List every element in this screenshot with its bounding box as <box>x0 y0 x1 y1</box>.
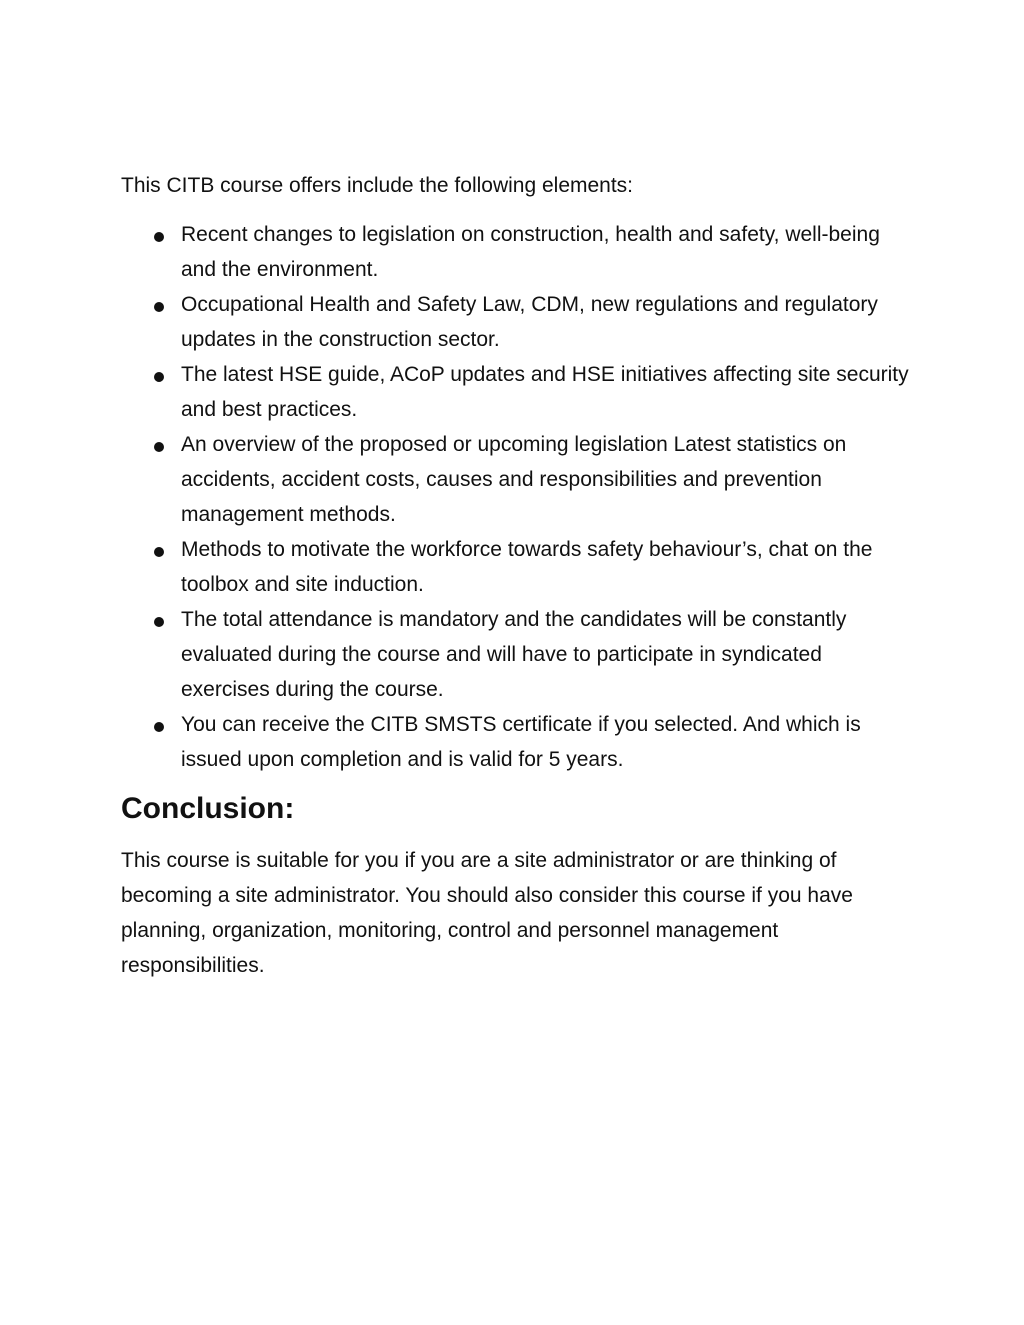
list-item <box>121 287 911 357</box>
bullet-icon <box>154 302 164 312</box>
list-item <box>121 602 911 707</box>
bullet-icon <box>154 617 164 627</box>
list-item-text: An overview of the proposed or upcoming legislation Latest statistics on accidents, accident costs, causes and responsibilities and prevention management methods. <box>181 433 847 526</box>
list-item <box>121 532 911 602</box>
list-item-text: Methods to motivate the workforce towards safety behaviour’s, chat on the toolbox and site induction. <box>181 538 873 596</box>
conclusion-heading: Conclusion: <box>121 792 295 825</box>
list-item <box>121 427 911 532</box>
bullet-icon <box>154 547 164 557</box>
document-body <box>121 168 911 983</box>
conclusion-paragraph: This course is suitable for you if you are a site administrator or are thinking of becoming a site administrator. You should also consider this course if you have planning, organization, monitoring, control and personnel management responsibilities. <box>121 849 853 977</box>
list-item-text: Occupational Health and Safety Law, CDM, new regulations and regulatory updates in the construction sector. <box>181 293 878 351</box>
bullet-icon <box>154 442 164 452</box>
intro-paragraph: This CITB course offers include the following elements: <box>121 174 634 197</box>
list-item <box>121 217 911 287</box>
bullet-icon <box>154 232 164 242</box>
list-item <box>121 707 911 777</box>
course-elements-list <box>121 217 911 777</box>
bullet-icon <box>154 372 164 382</box>
bullet-icon <box>154 722 164 732</box>
list-item-text: The latest HSE guide, ACoP updates and HSE initiatives affecting site security and best practices. <box>181 363 909 421</box>
list-item-text: The total attendance is mandatory and the candidates will be constantly evaluated during the course and will have to participate in syndicated exercises during the course. <box>181 608 847 701</box>
list-item <box>121 357 911 427</box>
list-item-text: Recent changes to legislation on construction, health and safety, well-being and the environment. <box>181 223 880 281</box>
list-item-text: You can receive the CITB SMSTS certificate if you selected. And which is issued upon completion and is valid for 5 years. <box>181 713 861 771</box>
